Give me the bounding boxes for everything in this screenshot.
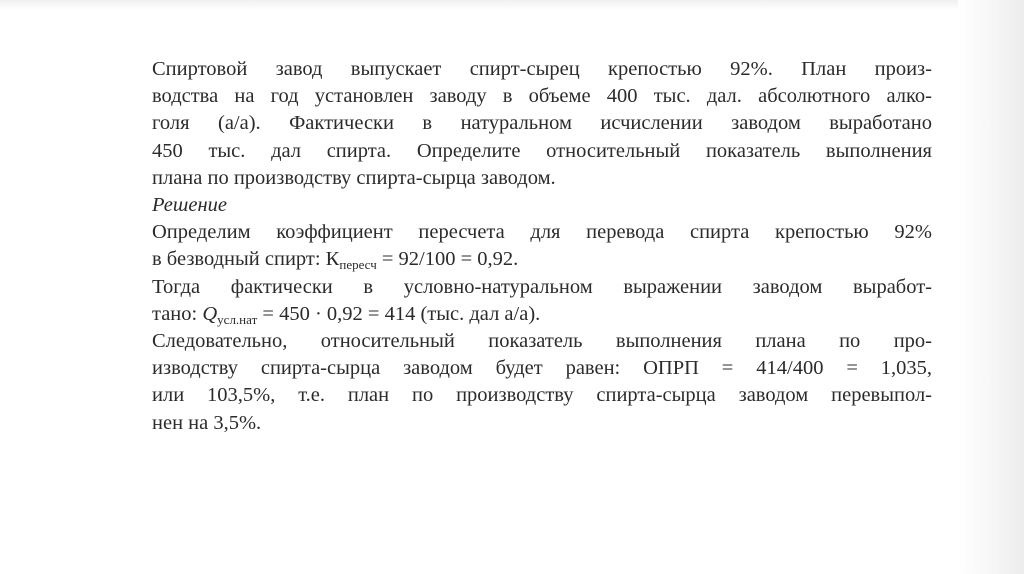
solution-heading: Решение <box>152 194 227 217</box>
formula-q-prefix: тано: <box>152 302 203 325</box>
solution-p2-line-1: Тогда фактически в условно-натуральном выражении заводом выработ- <box>152 275 932 298</box>
slide-text-body <box>152 56 932 437</box>
solution-p3-line-2: изводству спирта-сырца заводом будет равен: ОПРП = 414/400 = 1,035, <box>152 357 932 380</box>
solution-p1-line-1: Определим коэффициент пересчета для перевода спирта крепостью 92% <box>152 221 932 244</box>
slide-top-shadow <box>0 0 1024 10</box>
formula-k-prefix: в безводный спирт: К <box>152 248 340 271</box>
formula-q-symbol: Q <box>202 302 218 325</box>
problem-line-5: плана по производству спирта-сырца заводом. <box>152 166 556 189</box>
solution-p1-line-2 <box>152 246 932 273</box>
solution-p3-line-3: или 103,5%, т.е. план по производству спирта-сырца заводом перевыпол- <box>152 384 932 407</box>
formula-q-subscript: усл.нат <box>217 311 258 327</box>
problem-line-1: Спиртовой завод выпускает спирт-сырец крепостью 92%. План произ- <box>152 58 932 80</box>
solution-p2-line-2 <box>152 301 932 328</box>
problem-line-2: водства на год установлен заводу в объеме 400 тыс. дал. абсолютного алко- <box>152 85 932 108</box>
solution-p3-line-1: Следовательно, относительный показатель выполнения плана по про- <box>152 330 932 353</box>
formula-k-subscript: пересч <box>339 257 377 273</box>
slide-right-shadow <box>958 0 1024 574</box>
solution-p3-line-4: нен на 3,5%. <box>152 411 262 434</box>
formula-k-suffix: = 92/100 = 0,92. <box>376 248 519 271</box>
problem-line-3: голя (а/а). Фактически в натуральном исчислении заводом выработано <box>152 112 932 135</box>
formula-q-suffix: = 450 · 0,92 = 414 (тыс. дал а/а). <box>257 302 541 325</box>
problem-line-4: 450 тыс. дал спирта. Определите относительный показатель выполнения <box>152 139 932 162</box>
